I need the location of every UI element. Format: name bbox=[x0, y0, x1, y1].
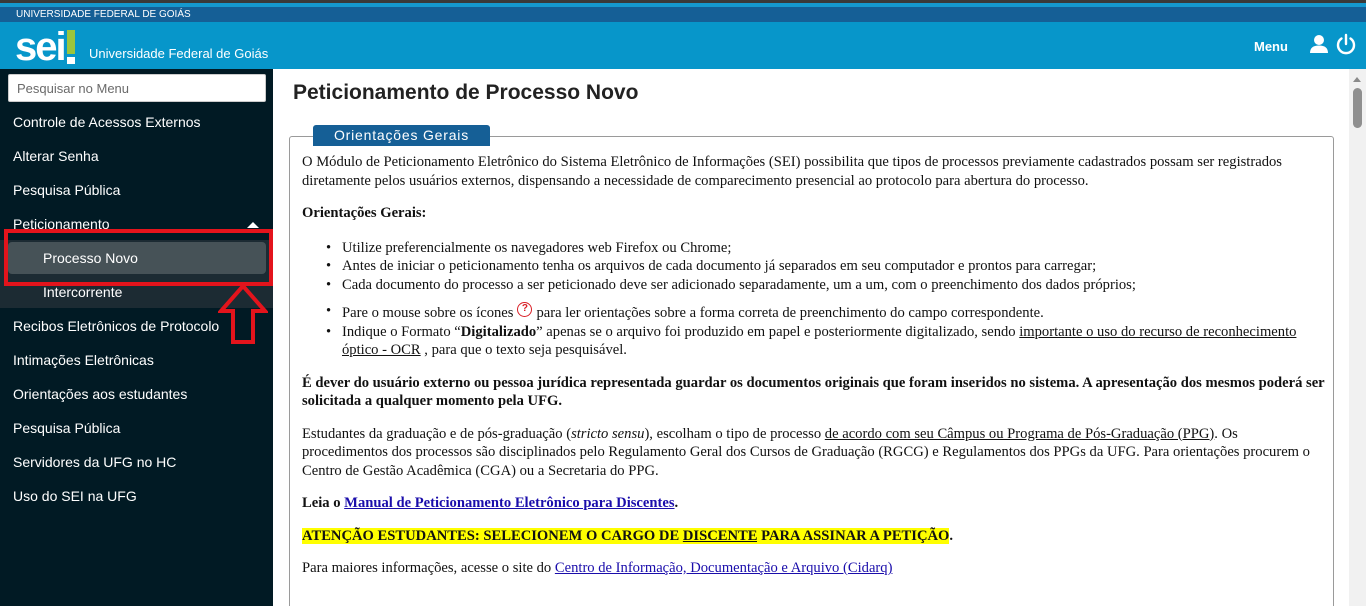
page-title: Peticionamento de Processo Novo bbox=[293, 81, 639, 104]
scroll-up-arrow-icon[interactable] bbox=[1353, 77, 1361, 82]
more-info-paragraph: Para maiores informações, acesse o site do Centro de Informação, Documentação e Arquivo (Cidarq) bbox=[302, 560, 893, 576]
sidebar-item-label: Peticionamento bbox=[13, 216, 110, 232]
menu-button[interactable]: Menu bbox=[1254, 39, 1288, 54]
user-icon[interactable] bbox=[1309, 34, 1329, 54]
intro-paragraph: O Módulo de Peticionamento Eletrônico do Sistema Eletrônico de Informações (SEI) possibilita que tipos de processos previamente cadastrados possam ser registrados diretamente pelos usuários externos, dispensando a necessidade de comparecimento presencial ao protocolo para abertura do processo. bbox=[302, 154, 1282, 189]
main-content bbox=[273, 69, 1349, 606]
sei-logo-bang-icon bbox=[67, 30, 75, 64]
page-scrollbar[interactable] bbox=[1349, 69, 1366, 606]
guidelines-list-2 bbox=[326, 302, 1327, 360]
list-item: • Indique o Formato “Digitalizado” apenas se o arquivo foi produzido em papel e posteriormente digitalizado, sendo importante o uso do recurso de reconhecimento óptico - OCR , para que o texto seja pesquisável. bbox=[326, 323, 1327, 360]
attention-paragraph: ATENÇÃO ESTUDANTES: SELECIONEM O CARGO DE DISCENTE PARA ASSINAR A PETIÇÃO. bbox=[302, 527, 954, 544]
help-icon[interactable]: ? bbox=[517, 302, 532, 317]
scroll-thumb[interactable] bbox=[1353, 88, 1362, 128]
power-icon[interactable] bbox=[1335, 33, 1357, 55]
section-heading: Orientações Gerais: bbox=[302, 205, 427, 221]
manual-paragraph: Leia o Manual de Peticionamento Eletrônico para Discentes. bbox=[302, 495, 679, 511]
fieldset-legend: Orientações Gerais bbox=[313, 125, 490, 146]
guidelines-list bbox=[326, 239, 1327, 295]
sidebar-item-uso-sei[interactable]: Uso do SEI na UFG bbox=[13, 488, 137, 504]
cidarq-link[interactable]: Centro de Informação, Documentação e Arquivo (Cidarq) bbox=[554, 560, 893, 576]
sidebar-item-intimacoes[interactable]: Intimações Eletrônicas bbox=[13, 352, 154, 368]
list-item: • Antes de iniciar o peticionamento tenha os arquivos de cada documento já separados em seu computador e prontos para carregar; bbox=[326, 257, 1327, 276]
sei-logo-text: sei bbox=[15, 25, 65, 69]
students-paragraph: Estudantes da graduação e de pós-graduação (stricto sensu), escolham o tipo de processo de acordo com seu Câmpus ou Programa de Pós-Graduação (PPG). Os procedimentos dos processos são disciplinados pelo Regulamento Geral dos Cursos de Graduação (RGCG) e Regulamentos dos PPGs da UFG. Para orientações procurem o Centro de Gestão Acadêmica (CGA) ou a Secretaria do PPG. bbox=[302, 425, 1310, 479]
sidebar-item-pesquisa-publica-2[interactable]: Pesquisa Pública bbox=[13, 420, 121, 436]
list-item: • Pare o mouse sobre os ícones ? para ler orientações sobre a forma correta de preenchimento do campo correspondente. bbox=[326, 302, 1327, 323]
sidebar-item-alterar-senha[interactable]: Alterar Senha bbox=[13, 148, 99, 164]
sidebar-subitem-intercorrente[interactable]: Intercorrente bbox=[43, 284, 123, 300]
list-item: • Cada documento do processo a ser peticionado deve ser adicionado separadamente, um a um, com o preenchimento dos dados próprios; bbox=[326, 276, 1327, 295]
org-bar-text: UNIVERSIDADE FEDERAL DE GOIÁS bbox=[16, 9, 191, 20]
sidebar-item-orientacoes-estudantes[interactable]: Orientações aos estudantes bbox=[13, 386, 188, 402]
list-item: • Utilize preferencialmente os navegadores web Firefox ou Chrome; bbox=[326, 239, 1327, 258]
annotation-highlight-box bbox=[4, 229, 273, 286]
warning-paragraph: É dever do usuário externo ou pessoa jurídica representada guardar os documentos originais que foram inseridos no sistema. A apresentação dos mesmos poderá ser solicitada a qualquer momento pela UFG. bbox=[302, 374, 1325, 409]
manual-link[interactable]: Manual de Peticionamento Eletrônico para Discentes bbox=[344, 495, 675, 511]
menu-search-input[interactable] bbox=[8, 74, 266, 102]
sidebar-item-controle-acessos[interactable]: Controle de Acessos Externos bbox=[13, 114, 201, 130]
annotation-up-arrow-icon bbox=[218, 283, 268, 345]
sidebar-item-pesquisa-publica[interactable]: Pesquisa Pública bbox=[13, 182, 121, 198]
sidebar-item-recibos[interactable]: Recibos Eletrônicos de Protocolo bbox=[13, 318, 220, 334]
org-bar bbox=[0, 7, 1366, 22]
org-name: Universidade Federal de Goiás bbox=[89, 46, 269, 61]
orientacoes-content bbox=[302, 153, 1327, 578]
caret-up-icon bbox=[247, 222, 259, 228]
app-header bbox=[0, 22, 1366, 69]
sidebar-item-servidores-hc[interactable]: Servidores da UFG no HC bbox=[13, 454, 177, 470]
sidebar-subitem-processo-novo[interactable]: Processo Novo bbox=[8, 242, 266, 274]
sei-logo[interactable] bbox=[15, 25, 75, 69]
